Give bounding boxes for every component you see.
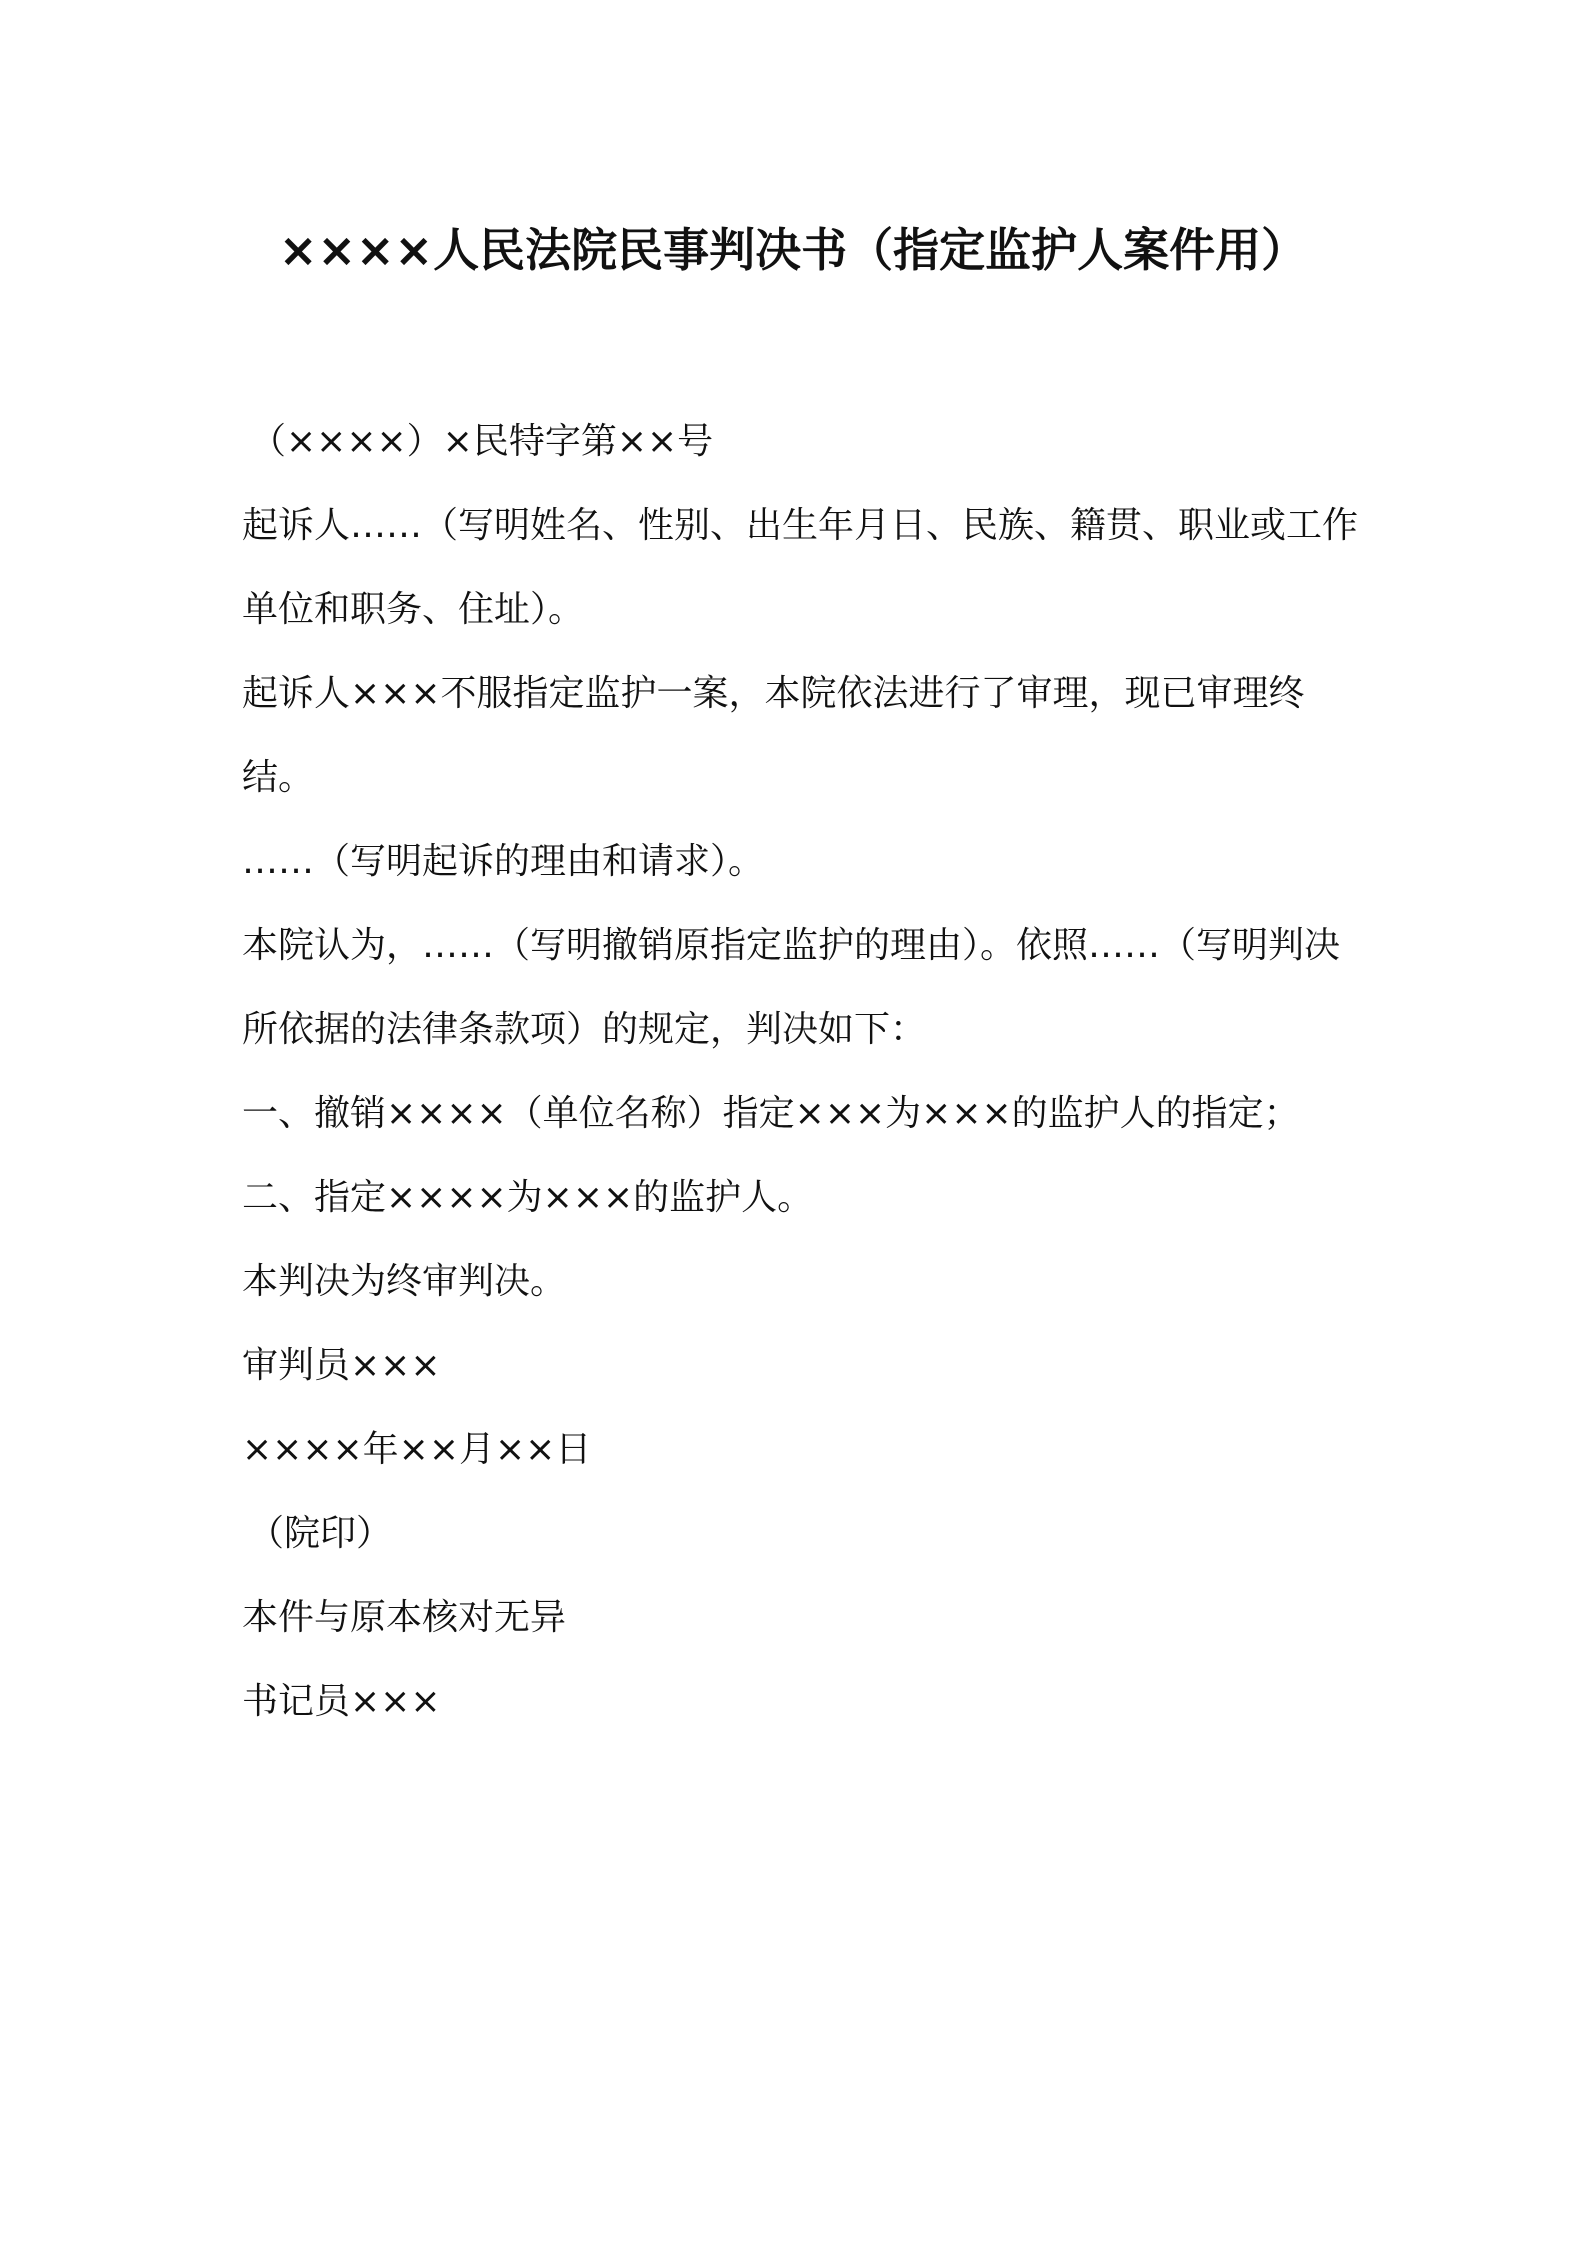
court-seal: （院印） bbox=[248, 1513, 393, 1554]
paragraph-case-summary: 起诉人×××不服指定监护一案，本院依法进行了审理，现已审理终结。 bbox=[242, 673, 1305, 798]
document-title: ××××人民法院民事判决书（指定监护人案件用） bbox=[278, 223, 1308, 277]
judgment-item-1: 一、撤销××××（单位名称）指定×××为×××的监护人的指定； bbox=[242, 1093, 1300, 1134]
paragraph-court-opinion: 本院认为，……（写明撤销原指定监护的理由）。依照……（写明判决所依据的法律条款项）的规定，判决如下： bbox=[242, 925, 1341, 1050]
verification-note: 本件与原本核对无异 bbox=[242, 1597, 567, 1638]
judgment-date: ××××年××月××日 bbox=[242, 1429, 592, 1470]
clerk-signature: 书记员××× bbox=[242, 1681, 441, 1722]
document-body bbox=[242, 400, 1360, 1744]
case-number: （××××）×民特字第××号 bbox=[250, 421, 714, 462]
paragraph-claims: ……（写明起诉的理由和请求）。 bbox=[242, 841, 765, 882]
judgment-item-2: 二、指定××××为×××的监护人。 bbox=[242, 1177, 814, 1218]
paragraph-plaintiff: 起诉人……（写明姓名、性别、出生年月日、民族、籍贯、职业或工作单位和职务、住址）。 bbox=[242, 505, 1359, 630]
paragraph-finality: 本判决为终审判决。 bbox=[242, 1261, 567, 1302]
judge-signature: 审判员××× bbox=[242, 1345, 441, 1386]
